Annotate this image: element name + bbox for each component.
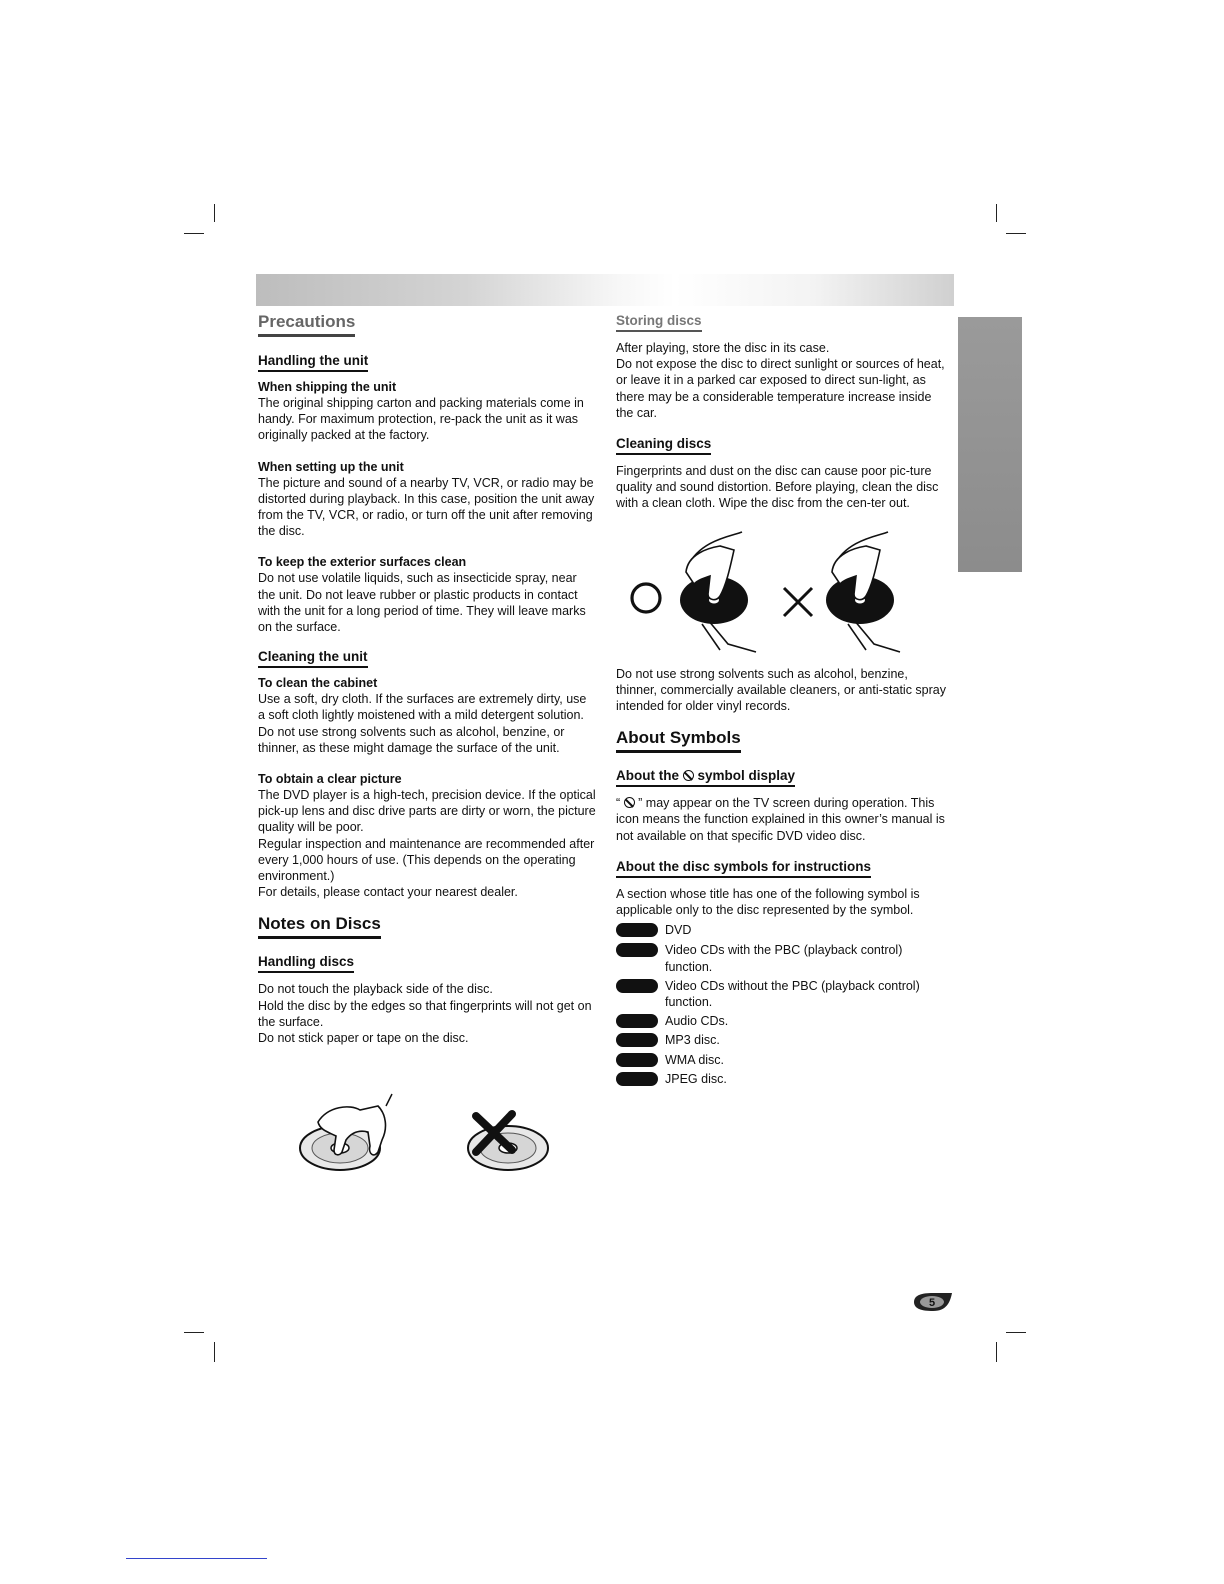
list-item — [616, 922, 952, 938]
disc-symbol-label: Audio CDs. — [665, 1014, 729, 1029]
disc-symbol-badge — [616, 1033, 658, 1047]
disc-symbol-label: DVD — [665, 923, 692, 938]
disc-symbol-badge — [616, 923, 658, 937]
list-item — [616, 942, 952, 974]
disc-symbol-badge — [616, 1053, 658, 1067]
heading-handling-discs: Handling discs — [258, 954, 354, 973]
paragraph-setting-up: The picture and sound of a nearby TV, VCR, or radio may be distorted during playback. In this case, position the unit away from the TV, VCR, or radio, or turn off the unit after removing the disc. — [258, 475, 595, 539]
bottom-rule — [126, 1558, 267, 1559]
symbol-display-text: ” may appear on the TV screen during operation. This icon means the function explained in this owner’s manual is not available on that specific DVD video disc. — [616, 796, 945, 843]
header-gradient-bar — [256, 274, 954, 306]
crop-mark — [214, 1342, 215, 1362]
list-item — [616, 978, 952, 1010]
correct-handling-icon — [300, 1094, 392, 1170]
section-title-precautions: Precautions — [258, 312, 355, 337]
heading-storing-discs: Storing discs — [616, 313, 702, 332]
page-number-badge — [912, 1291, 954, 1313]
paragraph-handling-discs-3: Do not stick paper or tape on the disc. — [258, 1031, 469, 1046]
paragraph-cleaning-discs: Fingerprints and dust on the disc can cause poor pic-ture quality and sound distortion. Before playing, clean the disc with a clean cloth. Wipe the disc from the cen-ter out. — [616, 464, 939, 511]
quote-open: “ — [616, 796, 621, 811]
crop-mark — [996, 204, 997, 222]
heading-about-post: symbol display — [697, 768, 796, 784]
paragraph-exterior: Do not use volatile liquids, such as insecticide spray, near the unit. Do not leave rubber or plastic products in contact with the unit for a long period of time. They will leave marks on the surface. — [258, 571, 586, 635]
heading-about-symbol-display — [616, 768, 795, 787]
prohibited-icon — [624, 797, 635, 808]
heading-about-pre: About the — [616, 768, 679, 784]
crop-mark — [184, 233, 204, 234]
disc-symbol-list — [616, 922, 952, 1087]
crop-mark — [996, 1342, 997, 1362]
radial-wipe-icon — [680, 532, 756, 652]
subheading-shipping: When shipping the unit — [258, 380, 397, 394]
disc-symbol-label: WMA disc. — [665, 1052, 725, 1067]
prohibited-icon — [683, 770, 694, 781]
disc-symbol-label: MP3 disc. — [665, 1033, 720, 1048]
paragraph-handling-discs-2: Hold the disc by the edges so that fingerprints will not get on the surface. — [258, 998, 592, 1029]
crop-mark — [1006, 1332, 1026, 1333]
subheading-clear-picture: To obtain a clear picture — [258, 772, 402, 787]
subheading-cabinet: To clean the cabinet — [258, 676, 378, 691]
paragraph-shipping: The original shipping carton and packing materials come in handy. For maximum protection, re-pack the unit as it was originally packed at the factory. — [258, 396, 584, 443]
heading-disc-symbols: About the disc symbols for instructions — [616, 859, 871, 878]
disc-symbol-badge — [616, 1014, 658, 1028]
paragraph-handling-discs-1: Do not touch the playback side of the disc. — [258, 982, 493, 997]
paragraph-symbol-display — [616, 795, 952, 844]
disc-symbol-label: JPEG disc. — [665, 1071, 727, 1086]
paragraph-cabinet: Use a soft, dry cloth. If the surfaces are extremely dirty, use a soft cloth lightly moistened with a mild detergent solution. Do not use strong solvents such as alcohol, benzine, or thinner, as these might damage the surface of the unit. — [258, 692, 587, 755]
crop-mark — [1006, 233, 1026, 234]
disc-symbol-label: Video CDs without the PBC (playback control) function. — [665, 978, 920, 1010]
right-column — [616, 312, 952, 1087]
disc-cleaning-illustration — [616, 520, 952, 660]
paragraph-clear-picture-3: For details, please contact your nearest dealer. — [258, 885, 518, 900]
paragraph-disc-symbols-intro: A section whose title has one of the following symbol is applicable only to the disc represented by the symbol. — [616, 886, 920, 918]
circular-wipe-icon — [826, 532, 900, 652]
incorrect-x-icon — [784, 588, 812, 616]
list-item — [616, 1071, 952, 1087]
incorrect-handling-icon — [468, 1114, 548, 1170]
section-side-tab — [958, 317, 1022, 572]
subheading-exterior: To keep the exterior surfaces clean — [258, 555, 467, 570]
list-item — [616, 1032, 952, 1048]
section-title-about-symbols: About Symbols — [616, 728, 741, 753]
left-column — [258, 312, 596, 1046]
subheading-setting-up: When setting up the unit — [258, 459, 404, 474]
paragraph-storing-2: Do not expose the disc to direct sunlight or sources of heat, or leave it in a parked car exposed to direct sun-light, as there may be a considerable temperature increase inside the car. — [616, 357, 945, 420]
heading-cleaning-unit: Cleaning the unit — [258, 649, 368, 668]
disc-symbol-label: Video CDs with the PBC (playback control) function. — [665, 943, 903, 974]
list-item — [616, 1052, 952, 1068]
disc-handling-illustration — [290, 1092, 560, 1184]
crop-mark — [214, 204, 215, 222]
section-title-notes-on-discs: Notes on Discs — [258, 914, 381, 939]
page-number: 5 — [928, 1297, 936, 1309]
list-item — [616, 1013, 952, 1029]
disc-symbol-badge — [616, 979, 658, 993]
paragraph-solvents: Do not use strong solvents such as alcohol, benzine, thinner, commercially available cleaners, or anti-static spray intended for older vinyl records. — [616, 666, 946, 714]
paragraph-clear-picture-1: The DVD player is a high-tech, precision device. If the optical pick-up lens and disc drive parts are dirty or worn, the picture quality will be poor. — [258, 788, 596, 835]
heading-cleaning-discs: Cleaning discs — [616, 436, 711, 455]
disc-symbol-badge — [616, 943, 658, 957]
correct-circle-icon — [632, 584, 660, 612]
paragraph-storing-1: After playing, store the disc in its case. — [616, 341, 830, 355]
paragraph-clear-picture-2: Regular inspection and maintenance are recommended after every 1,000 hours of use. (This depends on the operating environment.) — [258, 836, 595, 884]
crop-mark — [184, 1332, 204, 1333]
disc-symbol-badge — [616, 1072, 658, 1086]
heading-handling-unit: Handling the unit — [258, 353, 368, 372]
